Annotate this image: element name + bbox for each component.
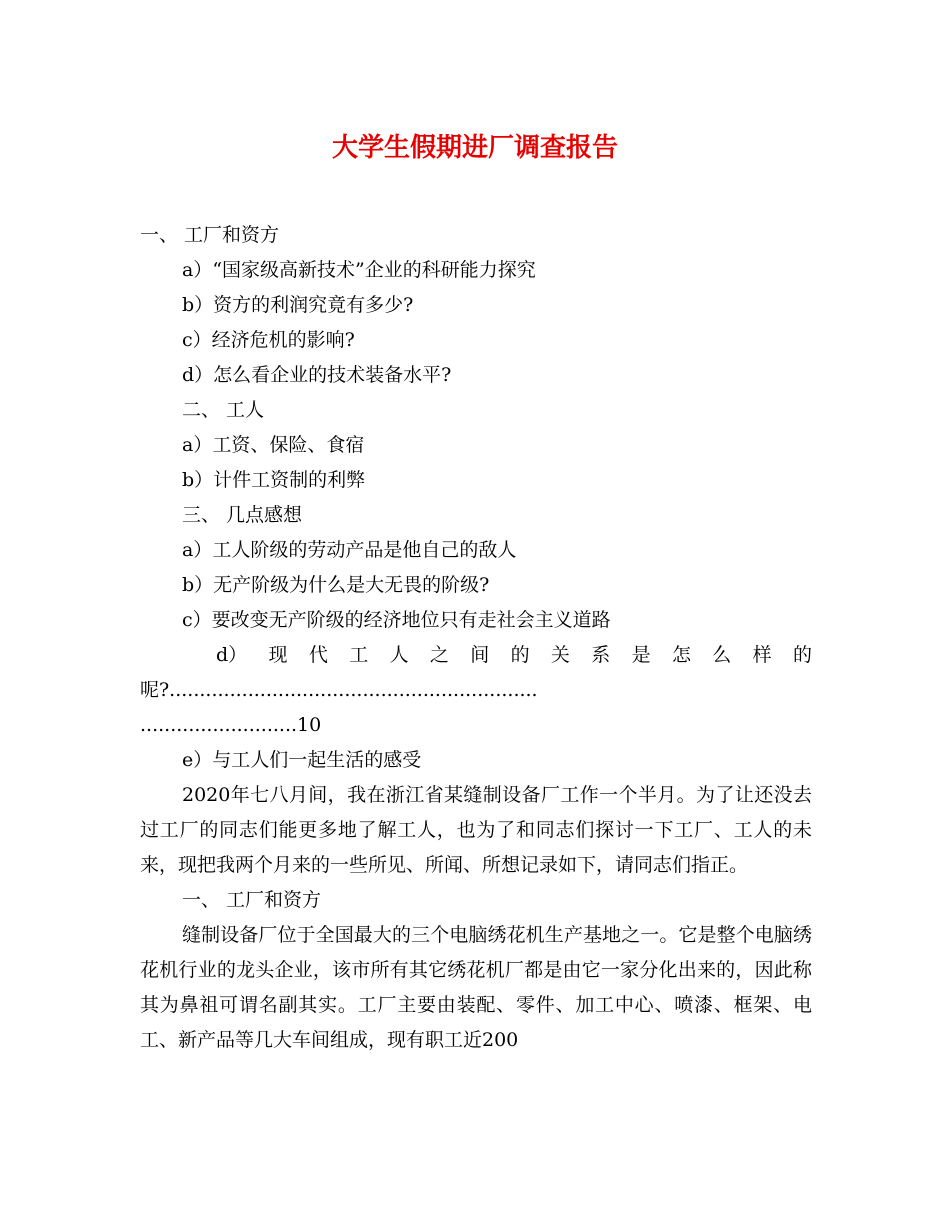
outline-item: b）资方的利润究竟有多少? — [182, 294, 414, 316]
toc-char: 关 — [550, 644, 570, 666]
toc-char: 之 — [429, 644, 449, 666]
document-body — [140, 218, 812, 1058]
toc-char: 系 — [591, 644, 611, 666]
paragraph-intro: 2020年七八月间，我在浙江省某缝制设备厂工作一个半月。为了让还没去过工厂的同志们能更多地了解工人，也为了和同志们探讨一下工厂、工人的未来，现把我两个月来的一些所见、所闻、所想记录如下，请同志们指正。 — [140, 784, 812, 876]
outline-item: a）工资、保险、食宿 — [182, 434, 365, 456]
outline-item: 一、 工厂和资方 — [140, 224, 280, 246]
outline-item: 二、 工人 — [182, 399, 265, 421]
outline-item: b）计件工资制的利弊 — [182, 469, 366, 491]
outline-item: c）要改变无产阶级的经济地位只有走社会主义道路 — [182, 609, 611, 631]
toc-char: 怎 — [671, 644, 691, 666]
toc-char: 样 — [752, 644, 772, 666]
toc-entry-line-1 — [140, 638, 812, 673]
toc-char: 么 — [712, 644, 732, 666]
toc-entry-line-2: 呢?............................................................. — [140, 679, 538, 701]
toc-char: 间 — [470, 644, 490, 666]
toc-char: 现 — [268, 644, 288, 666]
toc-char: 的 — [792, 644, 812, 666]
toc-char: 是 — [631, 644, 651, 666]
paragraph-factory: 缝制设备厂位于全国最大的三个电脑绣花机生产基地之一。它是整个电脑绣花机行业的龙头企业，该市所有其它绣花机厂都是由它一家分化出来的，因此称其为鼻祖可谓名副其实。工厂主要由装配、零件、加工中心、喷漆、框架、电工、新产品等几大车间组成，现有职工近200 — [140, 924, 812, 1051]
outline-item: d）怎么看企业的技术装备水平? — [182, 364, 452, 386]
toc-entry-line-3: ..........................10 — [140, 714, 322, 736]
outline-item: 三、 几点感想 — [182, 504, 303, 526]
toc-char: 人 — [389, 644, 409, 666]
outline-item: b）无产阶级为什么是大无畏的阶级? — [182, 574, 490, 596]
toc-char: 代 — [308, 644, 328, 666]
outline-item: e）与工人们一起生活的感受 — [182, 749, 422, 771]
outline-item: a）工人阶级的劳动产品是他自己的敌人 — [182, 539, 517, 561]
toc-char: 工 — [349, 644, 369, 666]
document-title: 大学生假期进厂调查报告 — [331, 133, 618, 163]
outline-item: a）“国家级高新技术”企业的科研能力探究 — [182, 259, 536, 281]
outline-item: c）经济危机的影响? — [182, 329, 355, 351]
section-heading: 一、 工厂和资方 — [182, 889, 322, 911]
toc-entry-label: d） — [216, 644, 248, 666]
toc-char: 的 — [510, 644, 530, 666]
